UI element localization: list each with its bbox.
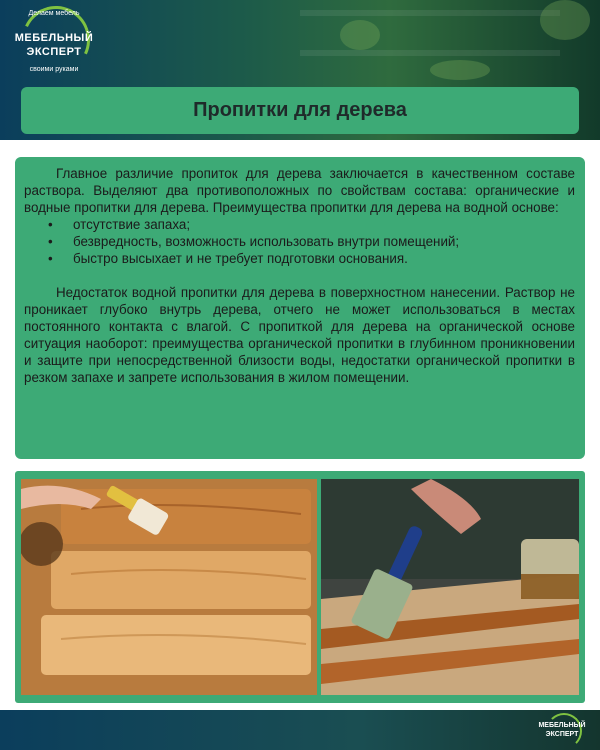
footer-bar bbox=[0, 710, 600, 750]
list-item: • безвредность, возможность использовать внутри помещений; bbox=[48, 234, 460, 249]
photo-frame bbox=[15, 471, 585, 703]
photo-brushing-planks bbox=[21, 479, 317, 695]
shelf-decor bbox=[300, 50, 560, 56]
list-item: • быстро высыхает и не требует подготовки основания. bbox=[48, 251, 408, 266]
logo-name-line1: МЕБЕЛЬНЫЙ bbox=[14, 32, 94, 44]
footer-logo bbox=[532, 713, 592, 747]
intro-paragraph: Главное различие пропиток для дерева заключается в качественном составе раствора. Выделяют два противоположных по свойствам состава: органические и водные пропитки для дерева. Преимущества пропитки для дерева на водной основе: bbox=[24, 166, 575, 215]
plant-decor bbox=[340, 20, 380, 50]
footer-logo-line1: МЕБЕЛЬНЫЙ bbox=[538, 722, 586, 729]
plant-decor bbox=[540, 0, 590, 40]
list-item: • отсутствие запаха; bbox=[48, 217, 191, 232]
photo-brushing-table bbox=[321, 479, 579, 695]
brand-logo bbox=[8, 6, 100, 86]
page-title: Пропитки для дерева bbox=[193, 99, 407, 121]
logo-name-line2: ЭКСПЕРТ bbox=[26, 46, 82, 58]
bullet-icon: • bbox=[48, 251, 53, 266]
bullet-icon: • bbox=[48, 234, 53, 249]
advantages-list bbox=[24, 216, 575, 267]
conclusion-paragraph: Недостаток водной пропитки для дерева в поверхностном нанесении. Раствор не проникает глубоко внутрь дерева, отчего не может использоваться в местах постоянного контакта с влагой. С пропиткой для дерева на органической основе ситуация наоборот: преимущества органической пропитки в глубинном проникновении и защите при непосредственной близости воды, недостатки органической пропитки в резком запахе и запрете использования в жилом помещении. bbox=[24, 285, 575, 385]
logo-tagline-bottom: своими руками bbox=[29, 66, 79, 73]
footer-logo-line2: ЭКСПЕРТ bbox=[545, 731, 579, 738]
logo-tagline-top: Делаем мебель bbox=[28, 10, 80, 17]
title-bar bbox=[21, 87, 579, 134]
wood-planks-illustration bbox=[21, 479, 317, 695]
bullet-icon: • bbox=[48, 217, 53, 232]
table-illustration bbox=[321, 479, 579, 695]
article-text-box bbox=[15, 157, 585, 459]
shelf-decor bbox=[300, 10, 560, 16]
plant-decor bbox=[430, 60, 490, 80]
